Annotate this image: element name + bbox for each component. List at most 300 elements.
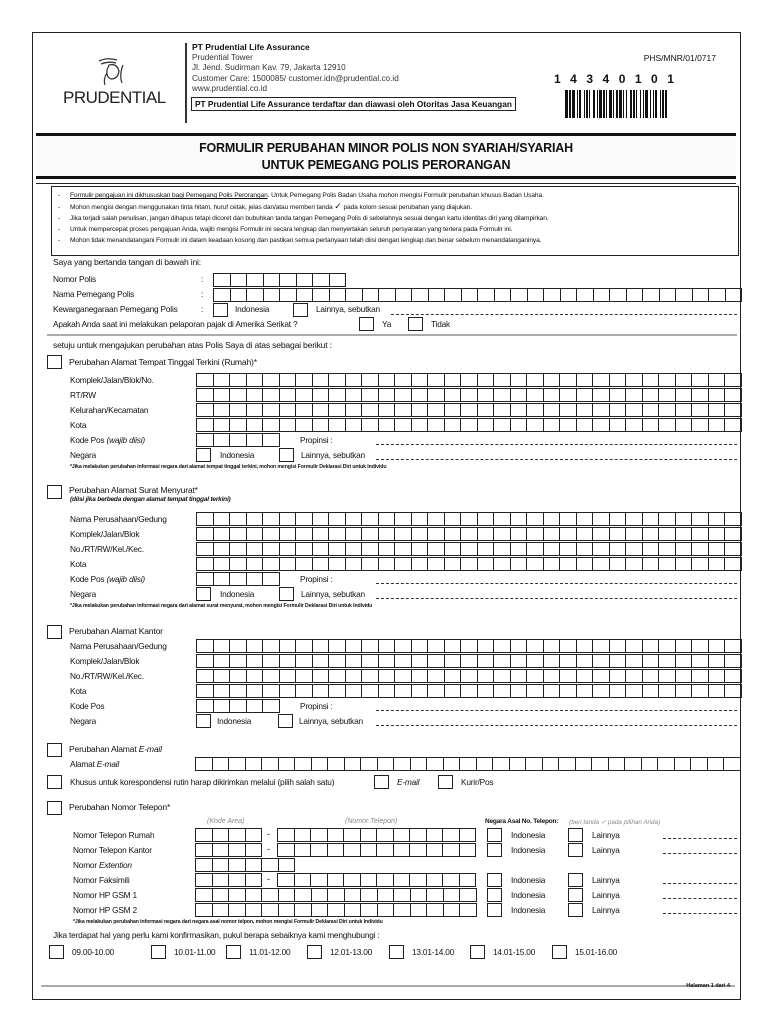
char-cell[interactable] bbox=[428, 418, 445, 432]
char-cell[interactable] bbox=[709, 373, 726, 387]
char-cell[interactable] bbox=[610, 388, 627, 402]
char-cell[interactable] bbox=[247, 388, 264, 402]
char-cell[interactable] bbox=[478, 288, 495, 302]
char-cell[interactable] bbox=[659, 654, 676, 668]
phone-change-checkbox[interactable] bbox=[47, 801, 62, 815]
char-cell[interactable] bbox=[213, 903, 230, 917]
char-cell[interactable] bbox=[460, 903, 477, 917]
char-cell[interactable] bbox=[312, 888, 329, 902]
char-cell[interactable] bbox=[577, 669, 594, 683]
char-cell[interactable] bbox=[428, 669, 445, 683]
char-cell[interactable] bbox=[494, 388, 511, 402]
char-cell[interactable] bbox=[610, 542, 627, 556]
char-cell[interactable] bbox=[247, 373, 264, 387]
char-cell[interactable] bbox=[379, 639, 396, 653]
char-cell[interactable] bbox=[263, 542, 280, 556]
char-cell[interactable] bbox=[626, 639, 643, 653]
char-cell[interactable] bbox=[428, 527, 445, 541]
char-cell[interactable] bbox=[378, 903, 395, 917]
fax-other-input[interactable] bbox=[663, 883, 737, 884]
char-cell[interactable] bbox=[214, 572, 231, 586]
char-cell[interactable] bbox=[560, 418, 577, 432]
char-cell[interactable] bbox=[230, 433, 247, 447]
char-cell[interactable] bbox=[412, 388, 429, 402]
char-cell[interactable] bbox=[462, 288, 479, 302]
char-cell[interactable] bbox=[577, 557, 594, 571]
char-cell[interactable] bbox=[247, 699, 264, 713]
char-cell[interactable] bbox=[214, 669, 231, 683]
char-cell[interactable] bbox=[560, 527, 577, 541]
char-cell[interactable] bbox=[443, 828, 460, 842]
char-cell[interactable] bbox=[230, 373, 247, 387]
char-cell[interactable] bbox=[247, 527, 264, 541]
char-cell[interactable] bbox=[725, 512, 742, 526]
char-cell[interactable] bbox=[527, 527, 544, 541]
char-cell[interactable] bbox=[230, 527, 247, 541]
char-cell[interactable] bbox=[560, 557, 577, 571]
char-cell[interactable] bbox=[412, 557, 429, 571]
char-cell[interactable] bbox=[493, 757, 510, 771]
char-cell[interactable] bbox=[263, 403, 280, 417]
char-cell[interactable] bbox=[263, 373, 280, 387]
char-cell[interactable] bbox=[379, 557, 396, 571]
char-cell[interactable] bbox=[379, 288, 396, 302]
char-cell[interactable] bbox=[247, 572, 264, 586]
char-cell[interactable] bbox=[676, 388, 693, 402]
char-cell[interactable] bbox=[346, 403, 363, 417]
char-cell[interactable] bbox=[445, 388, 462, 402]
char-cell[interactable] bbox=[394, 843, 411, 857]
char-cell[interactable] bbox=[725, 418, 742, 432]
char-cell[interactable] bbox=[362, 388, 379, 402]
phone-office-number-input[interactable] bbox=[277, 843, 476, 857]
char-cell[interactable] bbox=[328, 888, 345, 902]
home-country-other-input[interactable] bbox=[376, 459, 737, 460]
char-cell[interactable] bbox=[709, 512, 726, 526]
char-cell[interactable] bbox=[709, 403, 726, 417]
char-cell[interactable] bbox=[577, 288, 594, 302]
char-cell[interactable] bbox=[692, 639, 709, 653]
char-cell[interactable] bbox=[394, 888, 411, 902]
char-cell[interactable] bbox=[296, 512, 313, 526]
office-country-other-checkbox[interactable] bbox=[278, 714, 293, 728]
char-cell[interactable] bbox=[725, 557, 742, 571]
char-cell[interactable] bbox=[593, 684, 610, 698]
contact-time-checkbox[interactable] bbox=[307, 945, 322, 959]
char-cell[interactable] bbox=[725, 527, 742, 541]
char-cell[interactable] bbox=[313, 654, 330, 668]
char-cell[interactable] bbox=[362, 512, 379, 526]
office-postal-input[interactable] bbox=[196, 699, 280, 713]
char-cell[interactable] bbox=[445, 542, 462, 556]
char-cell[interactable] bbox=[229, 858, 246, 872]
char-cell[interactable] bbox=[262, 903, 279, 917]
char-cell[interactable] bbox=[196, 873, 213, 887]
char-cell[interactable] bbox=[197, 542, 214, 556]
char-cell[interactable] bbox=[412, 669, 429, 683]
char-cell[interactable] bbox=[362, 669, 379, 683]
char-cell[interactable] bbox=[593, 373, 610, 387]
char-cell[interactable] bbox=[279, 757, 296, 771]
char-cell[interactable] bbox=[394, 873, 411, 887]
home-kelurahan-input[interactable] bbox=[196, 403, 742, 417]
phone-home-other-checkbox[interactable] bbox=[568, 828, 583, 842]
phone-office-other-input[interactable] bbox=[663, 853, 737, 854]
phone-home-other-input[interactable] bbox=[663, 838, 737, 839]
char-cell[interactable] bbox=[263, 512, 280, 526]
home-postal-input[interactable] bbox=[196, 433, 280, 447]
char-cell[interactable] bbox=[460, 888, 477, 902]
char-cell[interactable] bbox=[577, 373, 594, 387]
char-cell[interactable] bbox=[511, 639, 528, 653]
char-cell[interactable] bbox=[676, 542, 693, 556]
office-company-input[interactable] bbox=[196, 639, 742, 653]
char-cell[interactable] bbox=[510, 757, 527, 771]
char-cell[interactable] bbox=[675, 757, 692, 771]
char-cell[interactable] bbox=[329, 418, 346, 432]
char-cell[interactable] bbox=[344, 843, 361, 857]
char-cell[interactable] bbox=[410, 828, 427, 842]
char-cell[interactable] bbox=[263, 388, 280, 402]
char-cell[interactable] bbox=[692, 557, 709, 571]
char-cell[interactable] bbox=[643, 527, 660, 541]
char-cell[interactable] bbox=[411, 757, 428, 771]
char-cell[interactable] bbox=[460, 873, 477, 887]
office-country-indonesia-checkbox[interactable] bbox=[196, 714, 211, 728]
char-cell[interactable] bbox=[263, 669, 280, 683]
char-cell[interactable] bbox=[692, 403, 709, 417]
char-cell[interactable] bbox=[594, 288, 611, 302]
char-cell[interactable] bbox=[214, 542, 231, 556]
char-cell[interactable] bbox=[247, 669, 264, 683]
char-cell[interactable] bbox=[610, 403, 627, 417]
char-cell[interactable] bbox=[246, 873, 263, 887]
char-cell[interactable] bbox=[610, 527, 627, 541]
char-cell[interactable] bbox=[692, 388, 709, 402]
char-cell[interactable] bbox=[280, 403, 297, 417]
char-cell[interactable] bbox=[196, 757, 213, 771]
char-cell[interactable] bbox=[527, 684, 544, 698]
char-cell[interactable] bbox=[461, 684, 478, 698]
char-cell[interactable] bbox=[379, 542, 396, 556]
char-cell[interactable] bbox=[428, 403, 445, 417]
contact-time-checkbox[interactable] bbox=[470, 945, 485, 959]
char-cell[interactable] bbox=[247, 433, 264, 447]
char-cell[interactable] bbox=[444, 888, 461, 902]
char-cell[interactable] bbox=[313, 639, 330, 653]
char-cell[interactable] bbox=[543, 757, 560, 771]
char-cell[interactable] bbox=[676, 418, 693, 432]
mail-address-checkbox[interactable] bbox=[47, 485, 62, 499]
char-cell[interactable] bbox=[280, 557, 297, 571]
char-cell[interactable] bbox=[279, 858, 296, 872]
char-cell[interactable] bbox=[444, 903, 461, 917]
char-cell[interactable] bbox=[197, 512, 214, 526]
char-cell[interactable] bbox=[214, 388, 231, 402]
char-cell[interactable] bbox=[726, 288, 743, 302]
char-cell[interactable] bbox=[527, 418, 544, 432]
char-cell[interactable] bbox=[643, 418, 660, 432]
fax-indonesia-checkbox[interactable] bbox=[487, 873, 502, 887]
char-cell[interactable] bbox=[709, 669, 726, 683]
char-cell[interactable] bbox=[511, 527, 528, 541]
char-cell[interactable] bbox=[626, 654, 643, 668]
char-cell[interactable] bbox=[610, 373, 627, 387]
char-cell[interactable] bbox=[610, 288, 627, 302]
char-cell[interactable] bbox=[214, 557, 231, 571]
char-cell[interactable] bbox=[296, 557, 313, 571]
char-cell[interactable] bbox=[230, 684, 247, 698]
char-cell[interactable] bbox=[412, 527, 429, 541]
char-cell[interactable] bbox=[230, 654, 247, 668]
char-cell[interactable] bbox=[412, 654, 429, 668]
char-cell[interactable] bbox=[296, 654, 313, 668]
gsm2-indonesia-checkbox[interactable] bbox=[487, 903, 502, 917]
char-cell[interactable] bbox=[346, 684, 363, 698]
char-cell[interactable] bbox=[313, 373, 330, 387]
char-cell[interactable] bbox=[577, 684, 594, 698]
char-cell[interactable] bbox=[230, 669, 247, 683]
char-cell[interactable] bbox=[412, 542, 429, 556]
char-cell[interactable] bbox=[297, 288, 314, 302]
char-cell[interactable] bbox=[461, 403, 478, 417]
char-cell[interactable] bbox=[230, 572, 247, 586]
char-cell[interactable] bbox=[214, 273, 231, 287]
char-cell[interactable] bbox=[560, 654, 577, 668]
char-cell[interactable] bbox=[247, 557, 264, 571]
char-cell[interactable] bbox=[411, 903, 428, 917]
char-cell[interactable] bbox=[362, 403, 379, 417]
char-cell[interactable] bbox=[626, 512, 643, 526]
nationality-other-checkbox[interactable] bbox=[293, 303, 308, 317]
char-cell[interactable] bbox=[394, 903, 411, 917]
char-cell[interactable] bbox=[280, 512, 297, 526]
char-cell[interactable] bbox=[263, 527, 280, 541]
home-rtrw-input[interactable] bbox=[196, 388, 742, 402]
gsm2-other-checkbox[interactable] bbox=[568, 903, 583, 917]
char-cell[interactable] bbox=[311, 843, 328, 857]
char-cell[interactable] bbox=[511, 684, 528, 698]
char-cell[interactable] bbox=[460, 828, 477, 842]
char-cell[interactable] bbox=[230, 542, 247, 556]
char-cell[interactable] bbox=[494, 373, 511, 387]
char-cell[interactable] bbox=[262, 858, 279, 872]
char-cell[interactable] bbox=[676, 288, 693, 302]
char-cell[interactable] bbox=[709, 684, 726, 698]
char-cell[interactable] bbox=[593, 418, 610, 432]
policy-number-input[interactable] bbox=[213, 273, 346, 287]
char-cell[interactable] bbox=[478, 512, 495, 526]
char-cell[interactable] bbox=[428, 512, 445, 526]
office-province-input[interactable] bbox=[376, 710, 737, 711]
char-cell[interactable] bbox=[197, 639, 214, 653]
char-cell[interactable] bbox=[295, 828, 312, 842]
char-cell[interactable] bbox=[526, 757, 543, 771]
char-cell[interactable] bbox=[280, 654, 297, 668]
char-cell[interactable] bbox=[676, 512, 693, 526]
char-cell[interactable] bbox=[346, 639, 363, 653]
char-cell[interactable] bbox=[313, 542, 330, 556]
char-cell[interactable] bbox=[494, 512, 511, 526]
fax-number-input[interactable] bbox=[277, 873, 476, 887]
char-cell[interactable] bbox=[708, 757, 725, 771]
char-cell[interactable] bbox=[395, 654, 412, 668]
char-cell[interactable] bbox=[427, 888, 444, 902]
char-cell[interactable] bbox=[411, 888, 428, 902]
char-cell[interactable] bbox=[362, 418, 379, 432]
char-cell[interactable] bbox=[412, 403, 429, 417]
char-cell[interactable] bbox=[593, 654, 610, 668]
char-cell[interactable] bbox=[593, 669, 610, 683]
char-cell[interactable] bbox=[577, 527, 594, 541]
mail-country-other-input[interactable] bbox=[376, 598, 737, 599]
char-cell[interactable] bbox=[230, 557, 247, 571]
char-cell[interactable] bbox=[396, 288, 413, 302]
char-cell[interactable] bbox=[725, 639, 742, 653]
char-cell[interactable] bbox=[544, 403, 561, 417]
contact-time-checkbox[interactable] bbox=[226, 945, 241, 959]
char-cell[interactable] bbox=[247, 542, 264, 556]
char-cell[interactable] bbox=[625, 757, 642, 771]
correspondence-checkbox[interactable] bbox=[47, 775, 62, 789]
char-cell[interactable] bbox=[229, 757, 246, 771]
char-cell[interactable] bbox=[544, 684, 561, 698]
char-cell[interactable] bbox=[528, 288, 545, 302]
char-cell[interactable] bbox=[478, 403, 495, 417]
home-address-checkbox[interactable] bbox=[47, 355, 62, 369]
char-cell[interactable] bbox=[379, 527, 396, 541]
char-cell[interactable] bbox=[576, 757, 593, 771]
char-cell[interactable] bbox=[197, 388, 214, 402]
char-cell[interactable] bbox=[445, 373, 462, 387]
char-cell[interactable] bbox=[577, 542, 594, 556]
char-cell[interactable] bbox=[445, 654, 462, 668]
char-cell[interactable] bbox=[344, 828, 361, 842]
char-cell[interactable] bbox=[362, 639, 379, 653]
char-cell[interactable] bbox=[544, 639, 561, 653]
char-cell[interactable] bbox=[659, 639, 676, 653]
char-cell[interactable] bbox=[313, 684, 330, 698]
char-cell[interactable] bbox=[560, 403, 577, 417]
char-cell[interactable] bbox=[395, 527, 412, 541]
char-cell[interactable] bbox=[379, 373, 396, 387]
char-cell[interactable] bbox=[280, 527, 297, 541]
char-cell[interactable] bbox=[445, 418, 462, 432]
char-cell[interactable] bbox=[379, 654, 396, 668]
char-cell[interactable] bbox=[295, 757, 312, 771]
home-country-other-checkbox[interactable] bbox=[279, 448, 294, 462]
char-cell[interactable] bbox=[214, 512, 231, 526]
char-cell[interactable] bbox=[527, 639, 544, 653]
char-cell[interactable] bbox=[296, 639, 313, 653]
char-cell[interactable] bbox=[560, 542, 577, 556]
char-cell[interactable] bbox=[692, 418, 709, 432]
char-cell[interactable] bbox=[527, 512, 544, 526]
char-cell[interactable] bbox=[691, 757, 708, 771]
char-cell[interactable] bbox=[329, 557, 346, 571]
char-cell[interactable] bbox=[443, 873, 460, 887]
char-cell[interactable] bbox=[214, 654, 231, 668]
char-cell[interactable] bbox=[197, 572, 214, 586]
char-cell[interactable] bbox=[659, 418, 676, 432]
char-cell[interactable] bbox=[478, 654, 495, 668]
phone-office-other-checkbox[interactable] bbox=[568, 843, 583, 857]
char-cell[interactable] bbox=[247, 654, 264, 668]
char-cell[interactable] bbox=[494, 557, 511, 571]
char-cell[interactable] bbox=[379, 418, 396, 432]
char-cell[interactable] bbox=[263, 572, 280, 586]
char-cell[interactable] bbox=[560, 373, 577, 387]
char-cell[interactable] bbox=[643, 654, 660, 668]
char-cell[interactable] bbox=[214, 373, 231, 387]
char-cell[interactable] bbox=[361, 828, 378, 842]
nationality-other-input[interactable] bbox=[391, 314, 737, 315]
char-cell[interactable] bbox=[395, 512, 412, 526]
char-cell[interactable] bbox=[445, 288, 462, 302]
char-cell[interactable] bbox=[577, 512, 594, 526]
char-cell[interactable] bbox=[445, 557, 462, 571]
char-cell[interactable] bbox=[246, 858, 263, 872]
contact-time-checkbox[interactable] bbox=[389, 945, 404, 959]
char-cell[interactable] bbox=[362, 542, 379, 556]
char-cell[interactable] bbox=[676, 684, 693, 698]
char-cell[interactable] bbox=[593, 639, 610, 653]
char-cell[interactable] bbox=[643, 669, 660, 683]
char-cell[interactable] bbox=[659, 684, 676, 698]
char-cell[interactable] bbox=[544, 654, 561, 668]
char-cell[interactable] bbox=[461, 669, 478, 683]
char-cell[interactable] bbox=[246, 843, 263, 857]
char-cell[interactable] bbox=[560, 684, 577, 698]
char-cell[interactable] bbox=[214, 527, 231, 541]
char-cell[interactable] bbox=[427, 903, 444, 917]
char-cell[interactable] bbox=[643, 639, 660, 653]
char-cell[interactable] bbox=[626, 669, 643, 683]
gsm2-other-input[interactable] bbox=[663, 913, 737, 914]
char-cell[interactable] bbox=[280, 373, 297, 387]
char-cell[interactable] bbox=[478, 388, 495, 402]
char-cell[interactable] bbox=[709, 639, 726, 653]
char-cell[interactable] bbox=[213, 858, 230, 872]
char-cell[interactable] bbox=[427, 873, 444, 887]
fax-area-input[interactable] bbox=[195, 873, 262, 887]
char-cell[interactable] bbox=[313, 288, 330, 302]
mail-rtrw-input[interactable] bbox=[196, 542, 742, 556]
char-cell[interactable] bbox=[610, 669, 627, 683]
char-cell[interactable] bbox=[478, 527, 495, 541]
char-cell[interactable] bbox=[461, 654, 478, 668]
char-cell[interactable] bbox=[643, 288, 660, 302]
char-cell[interactable] bbox=[593, 557, 610, 571]
char-cell[interactable] bbox=[709, 288, 726, 302]
mail-city-input[interactable] bbox=[196, 557, 742, 571]
char-cell[interactable] bbox=[478, 557, 495, 571]
char-cell[interactable] bbox=[626, 418, 643, 432]
char-cell[interactable] bbox=[461, 388, 478, 402]
char-cell[interactable] bbox=[427, 843, 444, 857]
char-cell[interactable] bbox=[527, 557, 544, 571]
char-cell[interactable] bbox=[229, 888, 246, 902]
gsm1-other-checkbox[interactable] bbox=[568, 888, 583, 902]
char-cell[interactable] bbox=[478, 639, 495, 653]
char-cell[interactable] bbox=[263, 433, 280, 447]
char-cell[interactable] bbox=[659, 388, 676, 402]
char-cell[interactable] bbox=[560, 639, 577, 653]
char-cell[interactable] bbox=[659, 512, 676, 526]
char-cell[interactable] bbox=[378, 757, 395, 771]
char-cell[interactable] bbox=[394, 757, 411, 771]
char-cell[interactable] bbox=[725, 654, 742, 668]
